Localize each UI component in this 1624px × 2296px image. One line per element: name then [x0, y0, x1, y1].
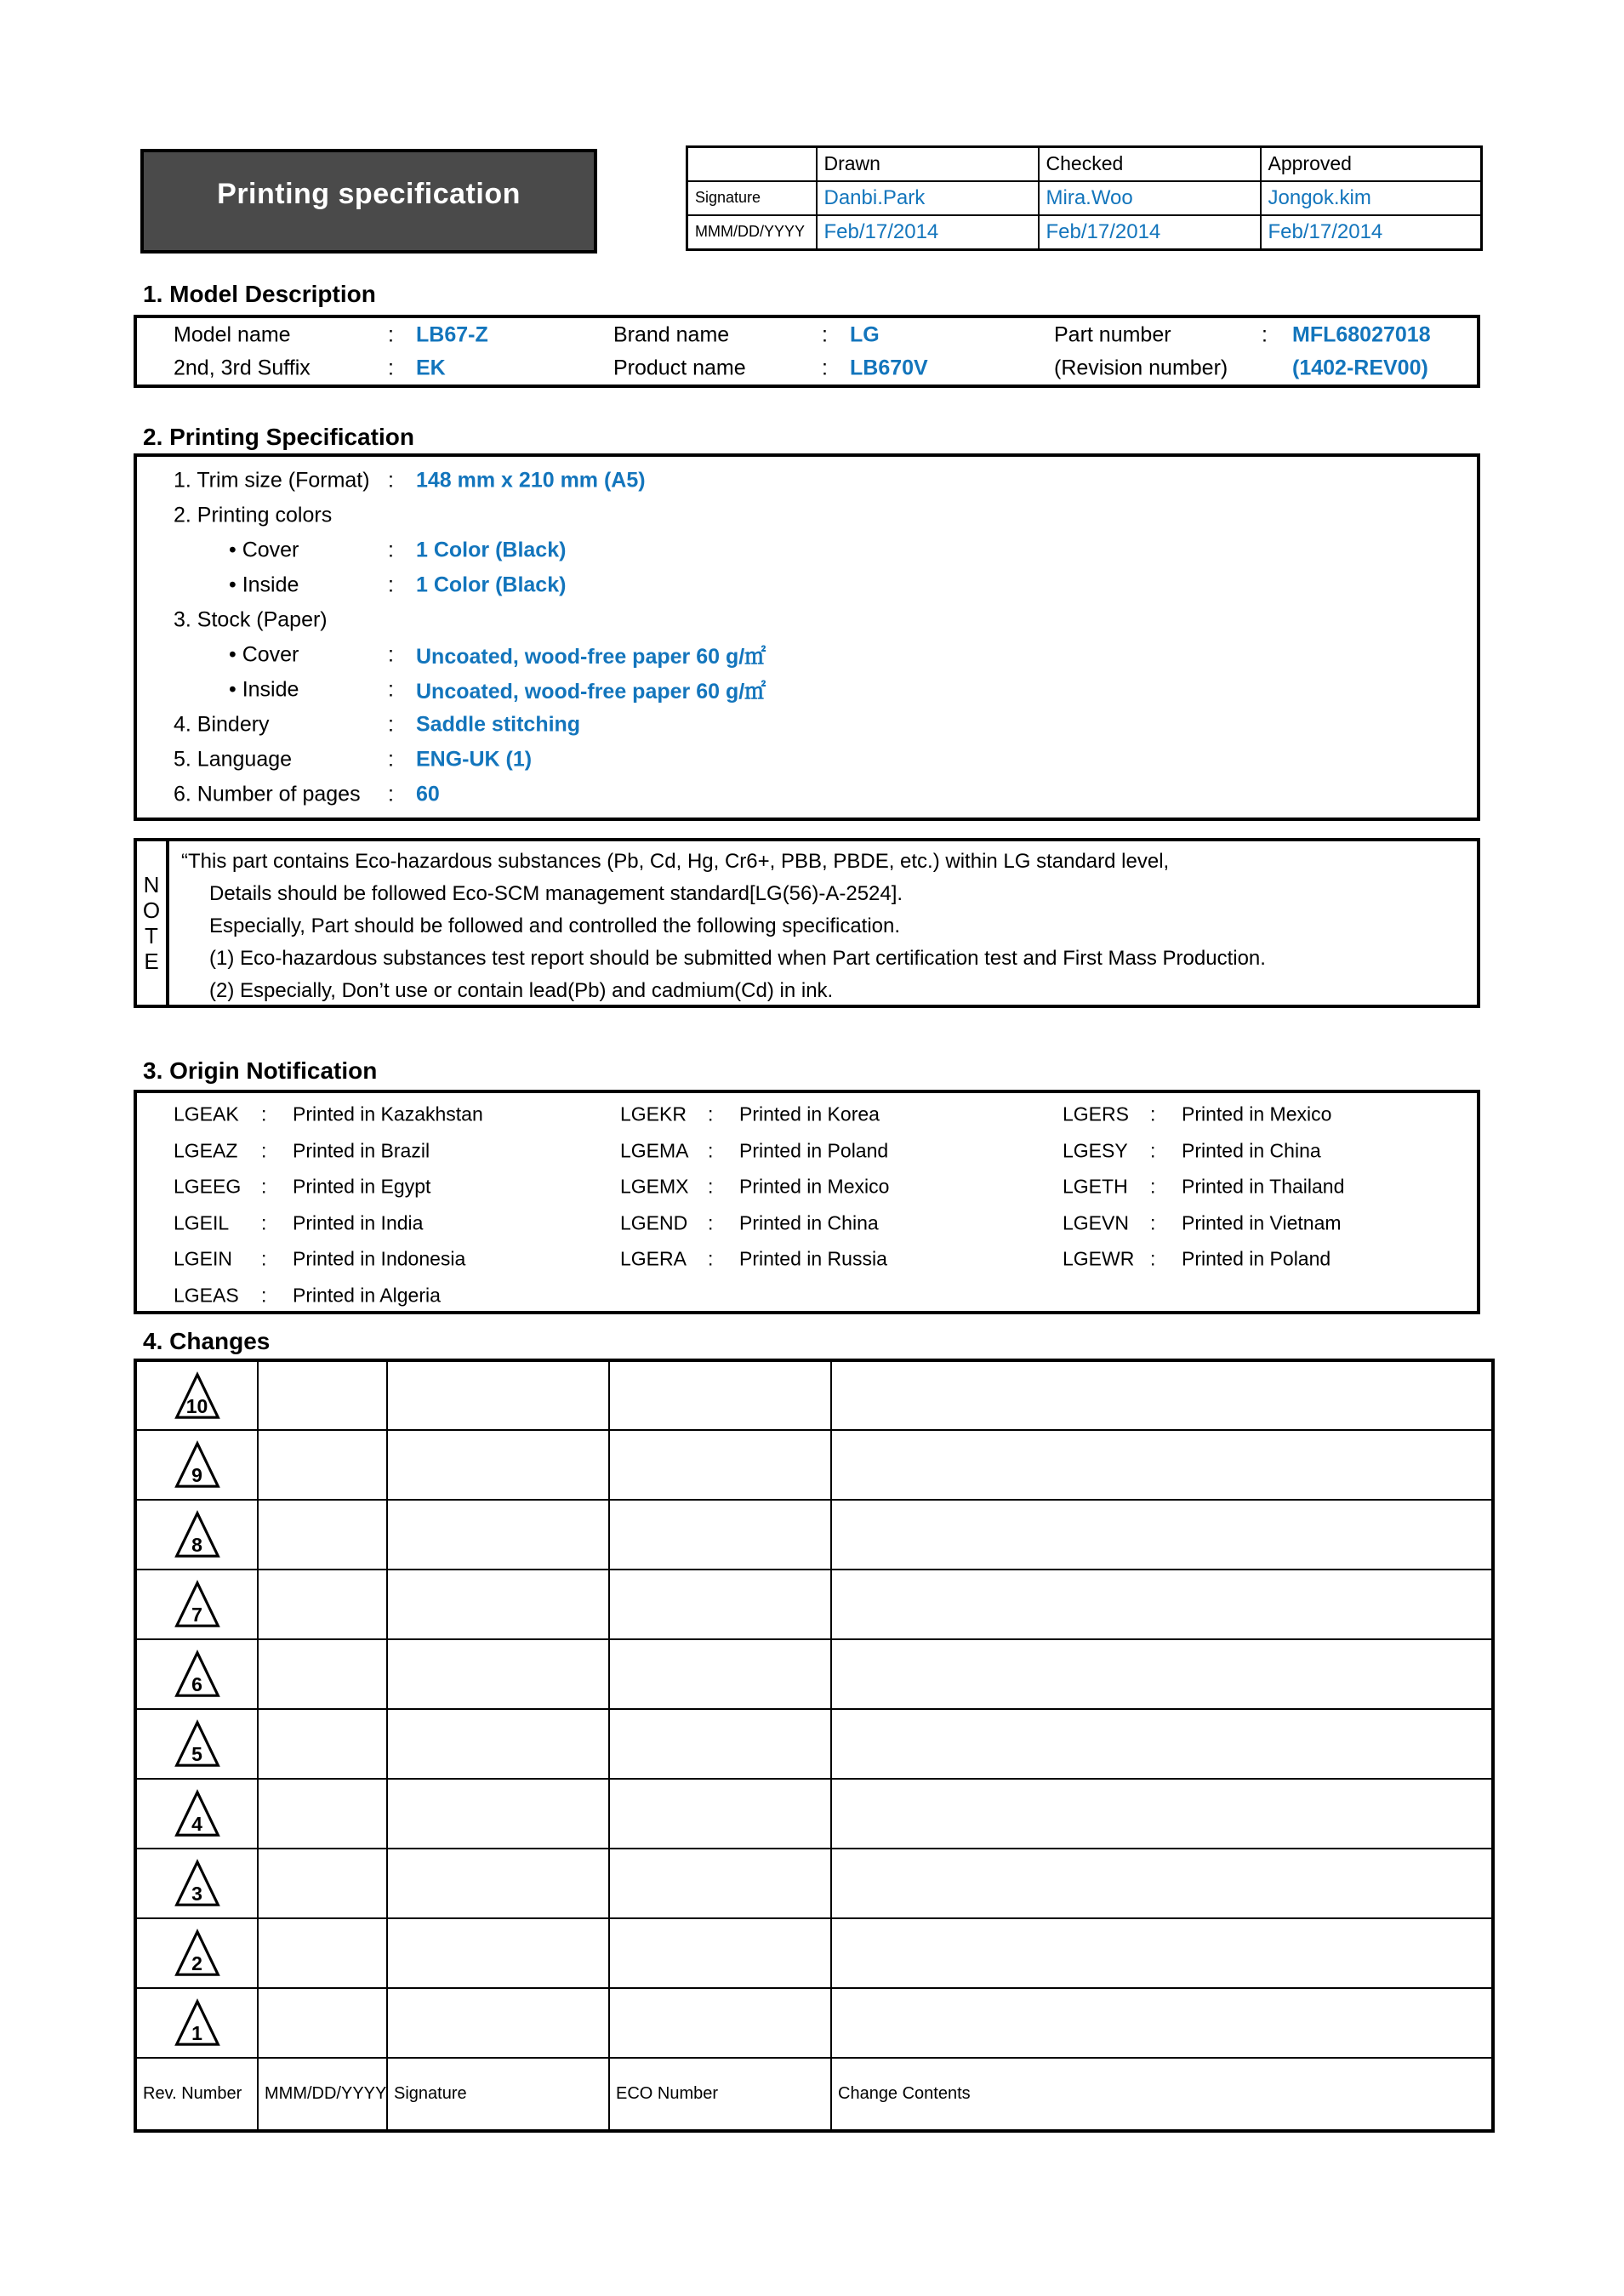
change-date-cell: [258, 1570, 387, 1639]
spec-line: [137, 463, 1477, 498]
note-line: “This part contains Eco-hazardous substances (Pb, Cd, Hg, Cr6+, PBB, PBDE, etc.) within LG standard level,: [181, 850, 1170, 873]
spec-line: [137, 742, 1477, 777]
spec-value: 1 Color (Black): [416, 538, 567, 561]
spec-label: 3. Stock (Paper): [174, 607, 328, 631]
change-contents-cell: [831, 1918, 1493, 1988]
origin-notification-box: [134, 1090, 1480, 1314]
spec-value: Uncoated, wood-free paper 60 g/㎡: [416, 679, 766, 704]
change-row: [135, 1360, 1493, 1430]
spec-line: [137, 533, 1477, 567]
revision-number: 3: [191, 1883, 202, 1905]
field-value: (1402-REV00): [1292, 356, 1428, 380]
revision-cell: [135, 1360, 258, 1430]
spec-line: [137, 637, 1477, 672]
change-signature-cell: [387, 1849, 609, 1918]
change-row: [135, 1430, 1493, 1500]
printing-spec-box: [134, 453, 1480, 821]
note-text: [169, 841, 1477, 1005]
origin-country: Printed in Kazakhstan: [293, 1102, 483, 1125]
origin-country: Printed in India: [293, 1211, 424, 1234]
spec-value: ENG-UK (1): [416, 747, 533, 771]
revision-marker: [174, 1997, 220, 2048]
change-row: [135, 1709, 1493, 1779]
spec-label: • Inside: [229, 573, 299, 596]
revision-number: 5: [191, 1743, 202, 1765]
origin-colon: :: [261, 1139, 267, 1162]
revision-number: 6: [191, 1673, 202, 1695]
revision-marker: [174, 1718, 220, 1769]
origin-colon: :: [708, 1102, 714, 1125]
field-colon: :: [822, 322, 828, 347]
spec-line: [137, 602, 1477, 637]
origin-country: Printed in Mexico: [739, 1175, 890, 1198]
change-eco-cell: [609, 1779, 831, 1849]
origin-colon: :: [261, 1284, 267, 1307]
origin-code: LGEIN: [174, 1247, 233, 1270]
change-signature-cell: [387, 1779, 609, 1849]
origin-colon: :: [261, 1211, 267, 1234]
approval-signature-drawn: Danbi.Park: [817, 181, 1039, 215]
revision-number: 10: [185, 1394, 208, 1417]
spec-label: 1. Trim size (Format): [174, 468, 370, 492]
field-value: LB67-Z: [416, 322, 488, 347]
change-signature-cell: [387, 1360, 609, 1430]
origin-country: Printed in Russia: [739, 1247, 887, 1270]
origin-colon: :: [1150, 1175, 1156, 1198]
change-contents-cell: [831, 1849, 1493, 1918]
section-heading-model: 1. Model Description: [143, 281, 376, 307]
spec-value: 60: [416, 782, 440, 806]
change-date-cell: [258, 1709, 387, 1779]
revision-marker: [174, 1788, 220, 1839]
origin-country: Printed in Poland: [739, 1139, 889, 1162]
note-letter: T: [145, 923, 158, 949]
section-heading-origin: 3. Origin Notification: [143, 1057, 378, 1084]
change-date-cell: [258, 1639, 387, 1709]
change-row: [135, 1779, 1493, 1849]
origin-code: LGEAK: [174, 1102, 239, 1125]
approval-signature-checked: Mira.Woo: [1039, 181, 1261, 215]
spec-value: 1 Color (Black): [416, 573, 567, 596]
spec-value: Saddle stitching: [416, 712, 581, 736]
change-signature-cell: [387, 1639, 609, 1709]
note-line: Details should be followed Eco-SCM management standard[LG(56)-A-2524].: [209, 882, 903, 905]
revision-cell: [135, 1988, 258, 2058]
approval-col-checked: Checked: [1039, 147, 1261, 181]
revision-cell: [135, 1709, 258, 1779]
origin-country: Printed in Korea: [739, 1102, 880, 1125]
spec-label: • Cover: [229, 642, 299, 666]
change-contents-cell: [831, 1779, 1493, 1849]
origin-country: Printed in Algeria: [293, 1284, 441, 1307]
origin-colon: :: [261, 1102, 267, 1125]
origin-code: LGERA: [620, 1247, 687, 1270]
origin-code: LGEMA: [620, 1139, 689, 1162]
revision-number: 9: [191, 1464, 202, 1486]
note-line: Especially, Part should be followed and controlled the following specification.: [209, 914, 901, 937]
spec-line: [137, 707, 1477, 742]
spec-label: 4. Bindery: [174, 712, 270, 736]
revision-marker: [174, 1509, 220, 1560]
origin-country: Printed in Thailand: [1182, 1175, 1345, 1198]
spec-colon: :: [388, 468, 394, 492]
change-row: [135, 1639, 1493, 1709]
origin-country: Printed in Vietnam: [1182, 1211, 1342, 1234]
revision-number: 2: [191, 1952, 202, 1974]
revision-marker: [174, 1370, 220, 1421]
revision-cell: [135, 1639, 258, 1709]
origin-code: LGEAS: [174, 1284, 239, 1307]
spec-colon: :: [388, 573, 394, 596]
origin-colon: :: [261, 1175, 267, 1198]
origin-colon: :: [1150, 1247, 1156, 1270]
spec-colon: :: [388, 782, 394, 806]
spec-colon: :: [388, 677, 394, 701]
change-signature-cell: [387, 1709, 609, 1779]
change-date-cell: [258, 1988, 387, 2058]
field-label: (Revision number): [1054, 356, 1228, 380]
change-eco-cell: [609, 1500, 831, 1570]
origin-country: Printed in Egypt: [293, 1175, 431, 1198]
change-signature-cell: [387, 1430, 609, 1500]
spec-colon: :: [388, 747, 394, 771]
note-line: (2) Especially, Don’t use or contain lead(Pb) and cadmium(Cd) in ink.: [209, 979, 834, 1002]
document-title: Printing specification: [217, 178, 521, 210]
change-contents-cell: [831, 1360, 1493, 1430]
field-label: Brand name: [613, 322, 730, 347]
field-colon: :: [1262, 322, 1268, 347]
changes-header-contents: Change Contents: [831, 2058, 1493, 2131]
revision-cell: [135, 1779, 258, 1849]
change-signature-cell: [387, 1988, 609, 2058]
change-contents-cell: [831, 1988, 1493, 2058]
change-contents-cell: [831, 1430, 1493, 1500]
origin-country: Printed in China: [1182, 1139, 1321, 1162]
spec-line: [137, 672, 1477, 707]
model-description-box: [134, 315, 1480, 388]
revision-cell: [135, 1918, 258, 1988]
spec-label: 5. Language: [174, 747, 293, 771]
change-eco-cell: [609, 1709, 831, 1779]
field-label: 2nd, 3rd Suffix: [174, 356, 311, 380]
change-contents-cell: [831, 1500, 1493, 1570]
note-line: (1) Eco-hazardous substances test report should be submitted when Part certification test and First Mass Production.: [209, 947, 1266, 970]
origin-colon: :: [708, 1175, 714, 1198]
spec-label: • Cover: [229, 538, 299, 561]
origin-colon: :: [1150, 1102, 1156, 1125]
revision-cell: [135, 1849, 258, 1918]
field-label: Model name: [174, 322, 291, 347]
spec-label: • Inside: [229, 677, 299, 701]
revision-number: 8: [191, 1534, 202, 1556]
spec-label: 2. Printing colors: [174, 503, 333, 527]
origin-country: Printed in Poland: [1182, 1247, 1331, 1270]
change-date-cell: [258, 1779, 387, 1849]
origin-code: LGEND: [620, 1211, 688, 1234]
change-eco-cell: [609, 1570, 831, 1639]
origin-colon: :: [708, 1247, 714, 1270]
field-value: LB670V: [850, 356, 928, 380]
change-date-cell: [258, 1849, 387, 1918]
revision-cell: [135, 1430, 258, 1500]
change-contents-cell: [831, 1570, 1493, 1639]
origin-colon: :: [1150, 1211, 1156, 1234]
approval-date-checked: Feb/17/2014: [1039, 215, 1261, 250]
changes-table: [134, 1359, 1495, 2133]
origin-code: LGETH: [1063, 1175, 1128, 1198]
origin-country: Printed in Brazil: [293, 1139, 430, 1162]
field-value: MFL68027018: [1292, 322, 1431, 347]
spec-line: [137, 567, 1477, 602]
change-eco-cell: [609, 1639, 831, 1709]
origin-code: LGEKR: [620, 1102, 687, 1125]
spec-colon: :: [388, 712, 394, 736]
note-letter: N: [143, 872, 160, 897]
origin-code: LGESY: [1063, 1139, 1128, 1162]
note-letter: O: [142, 897, 161, 923]
approval-table: [686, 145, 1483, 251]
revision-cell: [135, 1500, 258, 1570]
field-value: EK: [416, 356, 446, 380]
origin-code: LGEAZ: [174, 1139, 238, 1162]
origin-country: Printed in Mexico: [1182, 1102, 1332, 1125]
changes-header-eco: ECO Number: [609, 2058, 831, 2131]
change-eco-cell: [609, 1849, 831, 1918]
field-colon: :: [388, 322, 394, 347]
origin-code: LGEMX: [620, 1175, 689, 1198]
change-row: [135, 1500, 1493, 1570]
change-eco-cell: [609, 1430, 831, 1500]
spec-line: [137, 777, 1477, 812]
approval-date-approved: Feb/17/2014: [1261, 215, 1482, 250]
change-row: [135, 1988, 1493, 2058]
changes-header-date: MMM/DD/YYYY: [258, 2058, 387, 2131]
approval-col-approved: Approved: [1261, 147, 1482, 181]
field-colon: :: [822, 356, 828, 380]
change-eco-cell: [609, 1360, 831, 1430]
change-row: [135, 1570, 1493, 1639]
changes-header-signature: Signature: [387, 2058, 609, 2131]
origin-colon: :: [708, 1211, 714, 1234]
origin-colon: :: [708, 1139, 714, 1162]
approval-signature-approved: Jongok.kim: [1261, 181, 1482, 215]
approval-signature-label: Signature: [687, 181, 817, 215]
changes-header-row: [135, 2058, 1493, 2131]
section-heading-spec: 2. Printing Specification: [143, 424, 414, 450]
note-box: [134, 838, 1480, 1008]
change-date-cell: [258, 1918, 387, 1988]
spec-value: Uncoated, wood-free paper 60 g/㎡: [416, 644, 766, 669]
revision-cell: [135, 1570, 258, 1639]
spec-colon: :: [388, 538, 394, 561]
section-heading-changes: 4. Changes: [143, 1328, 271, 1354]
origin-code: LGEIL: [174, 1211, 230, 1234]
spec-colon: :: [388, 642, 394, 666]
note-letter: E: [144, 949, 159, 974]
field-label: Product name: [613, 356, 746, 380]
change-signature-cell: [387, 1570, 609, 1639]
note-vertical-label: [137, 841, 169, 1005]
origin-country: Printed in Indonesia: [293, 1247, 466, 1270]
change-eco-cell: [609, 1988, 831, 2058]
origin-colon: :: [261, 1247, 267, 1270]
change-date-cell: [258, 1360, 387, 1430]
revision-marker: [174, 1649, 220, 1700]
origin-colon: :: [1150, 1139, 1156, 1162]
origin-code: LGEVN: [1063, 1211, 1129, 1234]
revision-marker: [174, 1928, 220, 1979]
change-signature-cell: [387, 1918, 609, 1988]
revision-number: 1: [191, 2022, 202, 2044]
approval-corner-cell: [687, 147, 817, 181]
approval-date-label: MMM/DD/YYYY: [687, 215, 817, 250]
change-eco-cell: [609, 1918, 831, 1988]
approval-date-drawn: Feb/17/2014: [817, 215, 1039, 250]
origin-code: LGERS: [1063, 1102, 1129, 1125]
field-colon: :: [388, 356, 394, 380]
change-signature-cell: [387, 1500, 609, 1570]
model-row: [137, 319, 1477, 352]
origin-code: LGEEG: [174, 1175, 242, 1198]
change-contents-cell: [831, 1709, 1493, 1779]
spec-value: 148 mm x 210 mm (A5): [416, 468, 646, 492]
approval-col-drawn: Drawn: [817, 147, 1039, 181]
field-value: LG: [850, 322, 880, 347]
change-row: [135, 1849, 1493, 1918]
model-row: [137, 352, 1477, 385]
revision-marker: [174, 1439, 220, 1490]
change-date-cell: [258, 1500, 387, 1570]
changes-header-rev: Rev. Number: [135, 2058, 258, 2131]
revision-number: 4: [191, 1813, 202, 1835]
document-title-box: [140, 149, 597, 254]
change-row: [135, 1918, 1493, 1988]
origin-code: LGEWR: [1063, 1247, 1135, 1270]
revision-marker: [174, 1579, 220, 1630]
field-label: Part number: [1054, 322, 1171, 347]
spec-line: [137, 498, 1477, 533]
revision-marker: [174, 1858, 220, 1909]
revision-number: 7: [191, 1604, 202, 1626]
spec-label: 6. Number of pages: [174, 782, 361, 806]
origin-country: Printed in China: [739, 1211, 879, 1234]
change-date-cell: [258, 1430, 387, 1500]
change-contents-cell: [831, 1639, 1493, 1709]
